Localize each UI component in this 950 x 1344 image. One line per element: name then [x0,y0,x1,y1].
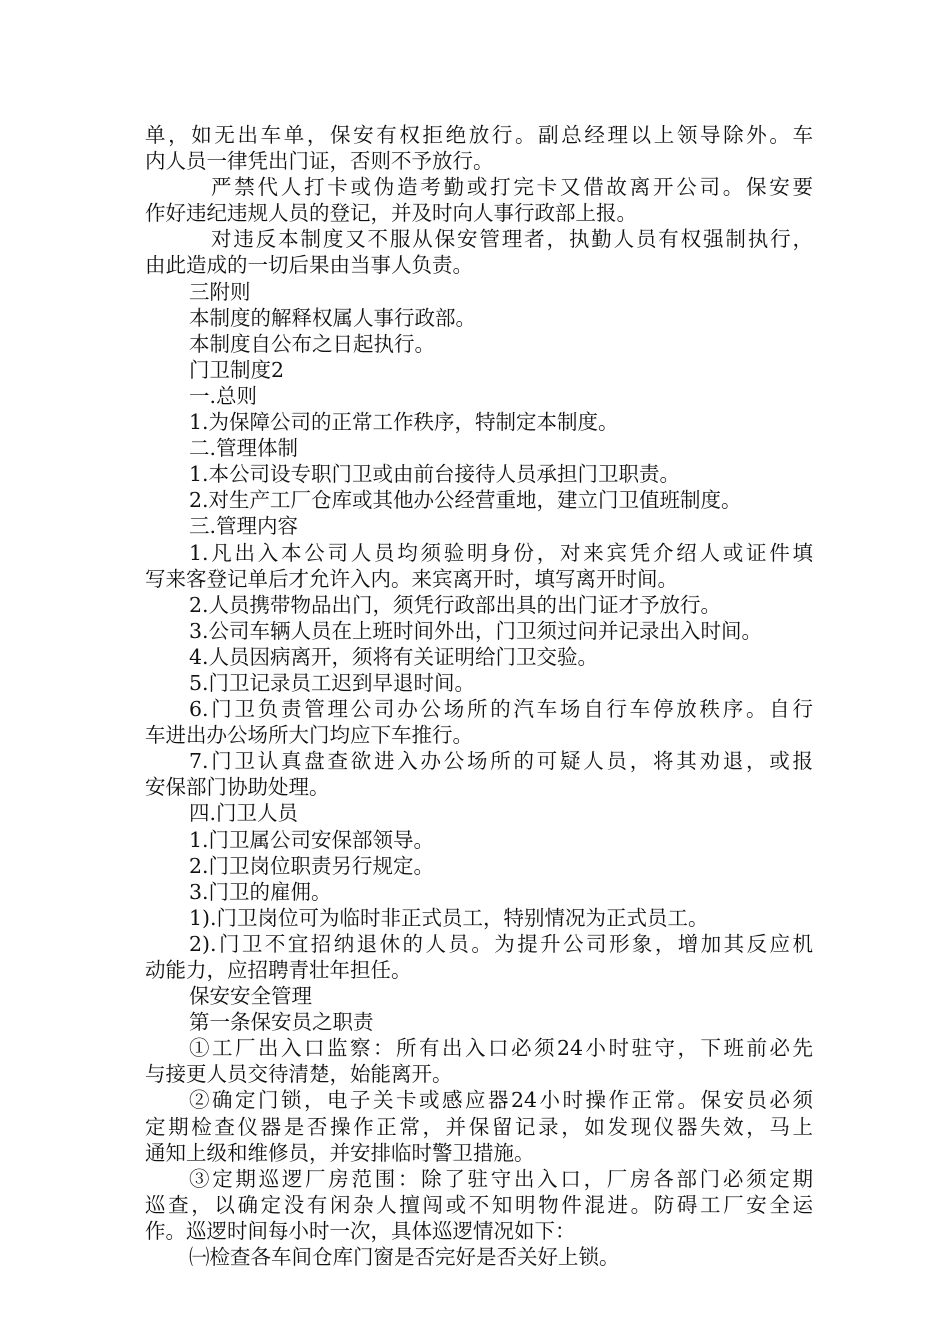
text-line: 本制度自公布之日起执行。 [189,331,435,356]
text-line: 动能力，应招聘青壮年担任。 [145,958,412,982]
text-line: ②确定门锁，电子关卡或感应器24小时操作正常。保安员必须 [189,1088,813,1113]
text-line: 1.本公司设专职门卫或由前台接待人员承担门卫职责。 [189,462,681,487]
text-line: 通知上级和维修员，并安排临时警卫措施。 [145,1140,535,1165]
text-line: ③定期巡逻厂房范围：除了驻守出入口，厂房各部门必须定期 [189,1166,813,1191]
text-line: 第一条保安员之职责 [189,1010,374,1035]
text-line: 2.门卫岗位职责另行规定。 [189,853,435,878]
text-line: 1.为保障公司的正常工作秩序，特制定本制度。 [189,410,619,435]
text-line: 严禁代人打卡或伪造考勤或打完卡又借故离开公司。保安要 [211,175,813,200]
text-line: 安保部门协助处理。 [145,775,330,800]
text-line: 1.凡出入本公司人员均须验明身份，对来宾凭介绍人或证件填 [189,540,813,565]
text-line: ①工厂出入口监察：所有出入口必须24小时驻守，下班前必先 [189,1036,813,1061]
text-line: ㈠检查各车间仓库门窗是否完好是否关好上锁。 [189,1245,620,1270]
text-line: 写来客登记单后才允许入内。来宾离开时，填写离开时间。 [145,566,678,591]
text-line: 6.门卫负责管理公司办公场所的汽车场自行车停放秩序。自行 [189,697,813,722]
text-line: 门卫制度2 [189,357,285,382]
text-line: 巡查，以确定没有闲杂人擅闯或不知明物件混进。防碍工厂安全运 [145,1192,813,1217]
text-line: 1).门卫岗位可为临时非正式员工，特别情况为正式员工。 [189,905,709,930]
text-line: 作。巡逻时间每小时一次，具体巡逻情况如下： [145,1218,576,1243]
text-line: 2.人员携带物品出门，须凭行政部出具的出门证才予放行。 [189,592,722,617]
text-line: 作好违纪违规人员的登记，并及时向人事行政部上报。 [145,201,637,226]
text-line: 保安安全管理 [189,984,312,1009]
text-line: 3.门卫的雇佣。 [189,879,332,904]
text-line: 4.人员因病离开，须将有关证明给门卫交验。 [189,644,599,669]
text-line: 7.门卫认真盘查欲进入办公场所的可疑人员，将其劝退，或报 [189,749,813,774]
text-line: 对违反本制度又不服从保安管理者，执勤人员有权强制执行， [211,227,813,252]
text-line: 内人员一律凭出门证，否则不予放行。 [145,149,494,174]
text-line: 车进出办公场所大门均应下车推行。 [145,723,473,748]
text-line: 定期检查仪器是否操作正常，并保留记录，如发现仪器失效，马上 [145,1114,813,1139]
text-line: 3.公司车辆人员在上班时间外出，门卫须过问并记录出入时间。 [189,618,763,643]
text-line: 1.门卫属公司安保部领导。 [189,827,435,852]
text-line: 本制度的解释权属人事行政部。 [189,305,476,330]
text-line: 二.管理体制 [189,436,299,461]
text-line: 由此造成的一切后果由当事人负责。 [145,253,473,278]
text-line: 一.总则 [189,383,258,408]
text-line: 三附则 [189,279,251,304]
text-line: 单，如无出车单，保安有权拒绝放行。副总经理以上领导除外。车 [145,123,813,147]
text-line: 四.门卫人员 [189,801,299,826]
text-line: 三.管理内容 [189,514,299,539]
document-body [145,122,813,1270]
text-line: 与接更人员交待清楚，始能离开。 [145,1062,453,1087]
text-line: 5.门卫记录员工迟到早退时间。 [189,670,476,695]
text-line: 2).门卫不宜招纳退休的人员。为提升公司形象，增加其反应机 [189,931,813,956]
text-line: 2.对生产工厂仓库或其他办公经营重地，建立门卫值班制度。 [189,488,742,513]
